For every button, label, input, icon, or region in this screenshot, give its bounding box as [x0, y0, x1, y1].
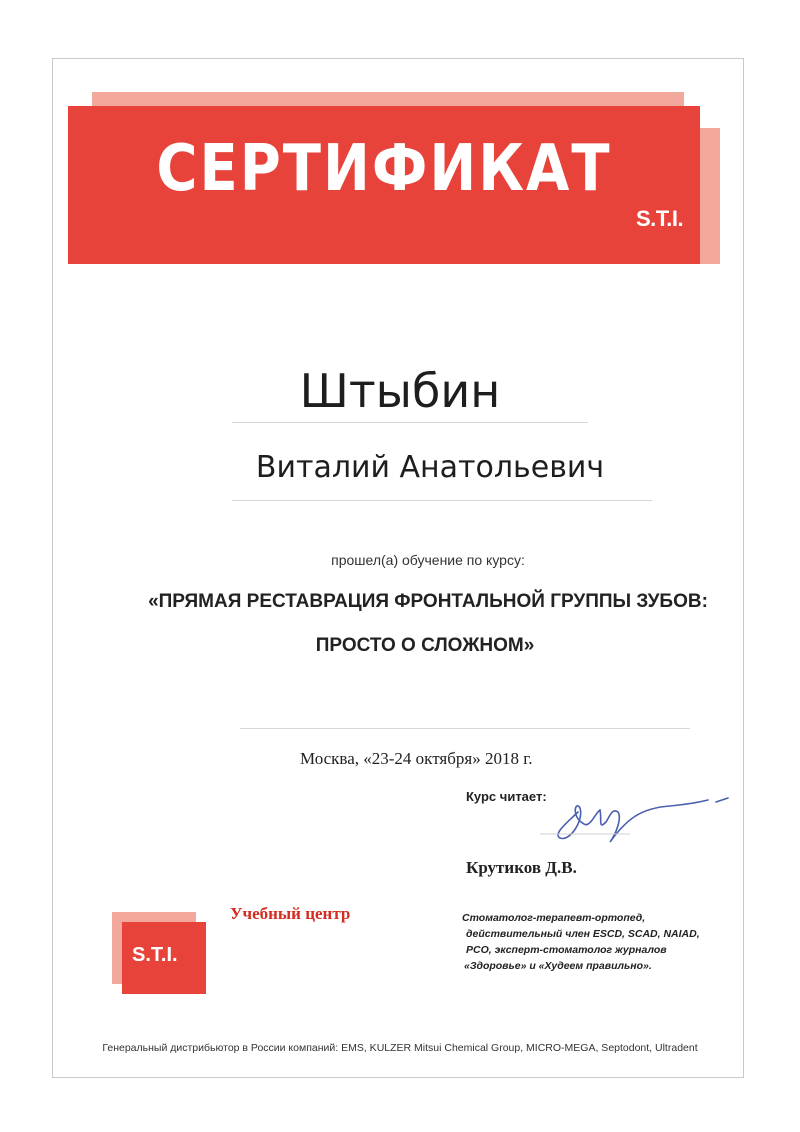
sti-logo-text: S.T.I. [132, 944, 178, 966]
banner-sti-logo: S.T.I. [636, 206, 684, 231]
surname-underline [232, 422, 588, 423]
lecturer-signature [540, 790, 740, 850]
lecturer-label: Курс читает: [466, 789, 547, 804]
recipient-surname: Штыбин [299, 364, 501, 418]
bio-line: «Здоровье» и «Худеем правильно». [464, 960, 652, 972]
place-and-date: Москва, «23-24 октября» 2018 г. [300, 749, 533, 768]
recipient-given-names: Виталий Анатольевич [255, 450, 605, 485]
lecturer-name: Крутиков Д.В. [466, 858, 577, 877]
completed-course-text: прошел(а) обучение по курсу: [331, 552, 525, 568]
training-center-label: Учебный центр [230, 904, 351, 923]
certificate-banner [68, 106, 700, 264]
distributor-footer: Генеральный дистрибьютор в России компаний: EMS, KULZER Mitsui Chemical Group, MICRO-MEGA, Septodont, Ultradent [102, 1042, 698, 1054]
bio-line: Стоматолог-терапевт-ортопед, [462, 912, 646, 924]
course-underline [240, 728, 690, 729]
course-title-line-1: «ПРЯМАЯ РЕСТАВРАЦИЯ ФРОНТАЛЬНОЙ ГРУППЫ ЗУБОВ: [148, 591, 708, 612]
sti-logo-block [122, 922, 206, 994]
lecturer-bio [462, 910, 712, 974]
course-title-line-2: ПРОСТО О СЛОЖНОМ» [315, 635, 535, 656]
given-names-underline [232, 500, 652, 501]
certificate-title: СЕРТИФИКАТ [156, 131, 612, 206]
banner-shadow-right [700, 128, 720, 264]
bio-line: PCO, эксперт-стоматолог журналов [466, 944, 667, 956]
bio-line: действительный член ESCD, SCAD, NAIAD, [466, 928, 700, 940]
